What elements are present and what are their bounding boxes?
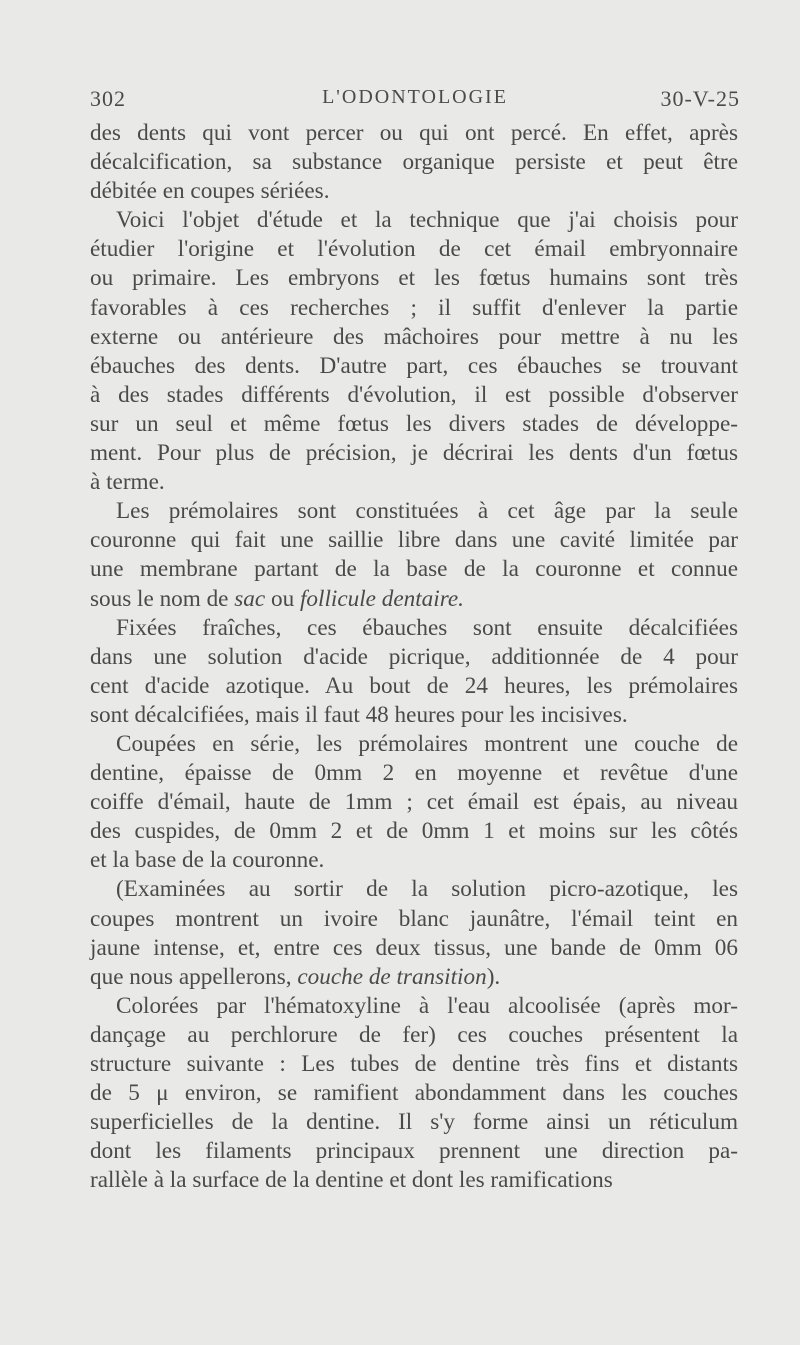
text-line: dont les filaments principaux prennent une direction pa- xyxy=(90,1138,738,1165)
text-line: structure suivante : Les tubes de dentine très fins et distants xyxy=(90,1051,738,1077)
issue-date: 30-V-25 xyxy=(660,86,740,111)
text-line: rallèle à la surface de la dentine et dont les ramifications xyxy=(90,1167,613,1194)
page-number: 302 xyxy=(90,86,126,111)
text-line: coiffe d'émail, haute de 1mm ; cet émail est épais, au niveau xyxy=(90,789,738,816)
text-line: Les prémolaires sont constituées à cet âge par la seule xyxy=(116,498,738,525)
text-line: superficielles de la dentine. Il s'y forme ainsi un réticulum xyxy=(90,1109,738,1136)
text-line: dançage au perchlorure de fer) ces couches présentent la xyxy=(90,1021,738,1048)
text-line: des dents qui vont percer ou qui ont percé. En effet, après xyxy=(90,120,738,146)
paragraph xyxy=(90,614,738,730)
text-line: couronne qui fait une saillie libre dans une cavité limitée par xyxy=(90,527,738,554)
text-line: Colorées par l'hématoxyline à l'eau alcoolisée (après mor- xyxy=(116,992,738,1019)
text-line: débitée en coupes sériées. xyxy=(90,178,330,205)
text-line: étudier l'origine et l'évolution de cet émail embryonnaire xyxy=(90,236,738,263)
text-line: jaune intense, et, entre ces deux tissus, une bande de 0mm 06 xyxy=(90,934,738,961)
text-line: ment. Pour plus de précision, je décrirai les dents d'un fœtus xyxy=(90,440,738,467)
text-line: cent d'acide azotique. Au bout de 24 heures, les prémolaires xyxy=(90,672,738,699)
paragraph xyxy=(90,730,738,875)
text-line: coupes montrent un ivoire blanc jaunâtre, l'émail teint en xyxy=(90,905,738,932)
paragraph xyxy=(90,119,738,206)
text-line: décalcification, sa substance organique persiste et peut être xyxy=(90,149,738,176)
text-line: sous le nom de sac ou follicule dentaire. xyxy=(90,585,464,612)
text-line: que nous appellerons, couche de transition). xyxy=(90,963,501,990)
text-line: sur un seul et même fœtus les divers stades de développe- xyxy=(90,410,738,437)
text-line: ébauches des dents. D'autre part, ces ébauches se trouvant xyxy=(90,352,738,379)
paragraph xyxy=(90,206,738,497)
text-line: à terme. xyxy=(90,469,165,496)
italic-term: couche de transition xyxy=(297,963,487,990)
journal-title: L'ODONTOLOGIE xyxy=(322,86,508,108)
italic-term: follicule dentaire. xyxy=(299,585,464,612)
text-line: externe ou antérieure des mâchoires pour mettre à nu les xyxy=(90,323,738,350)
text-line: dans une solution d'acide picrique, additionnée de 4 pour xyxy=(90,643,738,670)
paragraph xyxy=(90,992,738,1196)
text-line: des cuspides, de 0mm 2 et de 0mm 1 et moins sur les côtés xyxy=(90,818,738,845)
text-line: favorables à ces recherches ; il suffit d'enlever la partie xyxy=(90,294,738,321)
text-line: Coupées en série, les prémolaires montrent une couche de xyxy=(116,730,738,757)
text-line: de 5 μ environ, se ramifient abondamment dans les couches xyxy=(90,1080,738,1107)
paragraph xyxy=(90,875,738,991)
text-line: ou primaire. Les embryons et les fœtus humains sont très xyxy=(90,265,738,292)
italic-term: sac xyxy=(234,585,266,612)
text-line: Fixées fraîches, ces ébauches sont ensuite décalcifiées xyxy=(116,614,738,641)
text-line: et la base de la couronne. xyxy=(90,847,325,874)
text-line: dentine, épaisse de 0mm 2 en moyenne et revêtue d'une xyxy=(90,760,738,787)
text-line: sont décalcifiées, mais il faut 48 heures pour les incisives. xyxy=(90,701,628,728)
text-line: (Examinées au sortir de la solution picro-azotique, les xyxy=(116,876,738,903)
text-line: à des stades différents d'évolution, il est possible d'observer xyxy=(90,381,738,408)
running-header xyxy=(90,86,740,116)
text-line: Voici l'objet d'étude et la technique que j'ai choisis pour xyxy=(116,207,738,234)
paragraph xyxy=(90,497,738,613)
text-line: une membrane partant de la base de la couronne et connue xyxy=(90,556,738,583)
body-text xyxy=(90,119,738,1195)
